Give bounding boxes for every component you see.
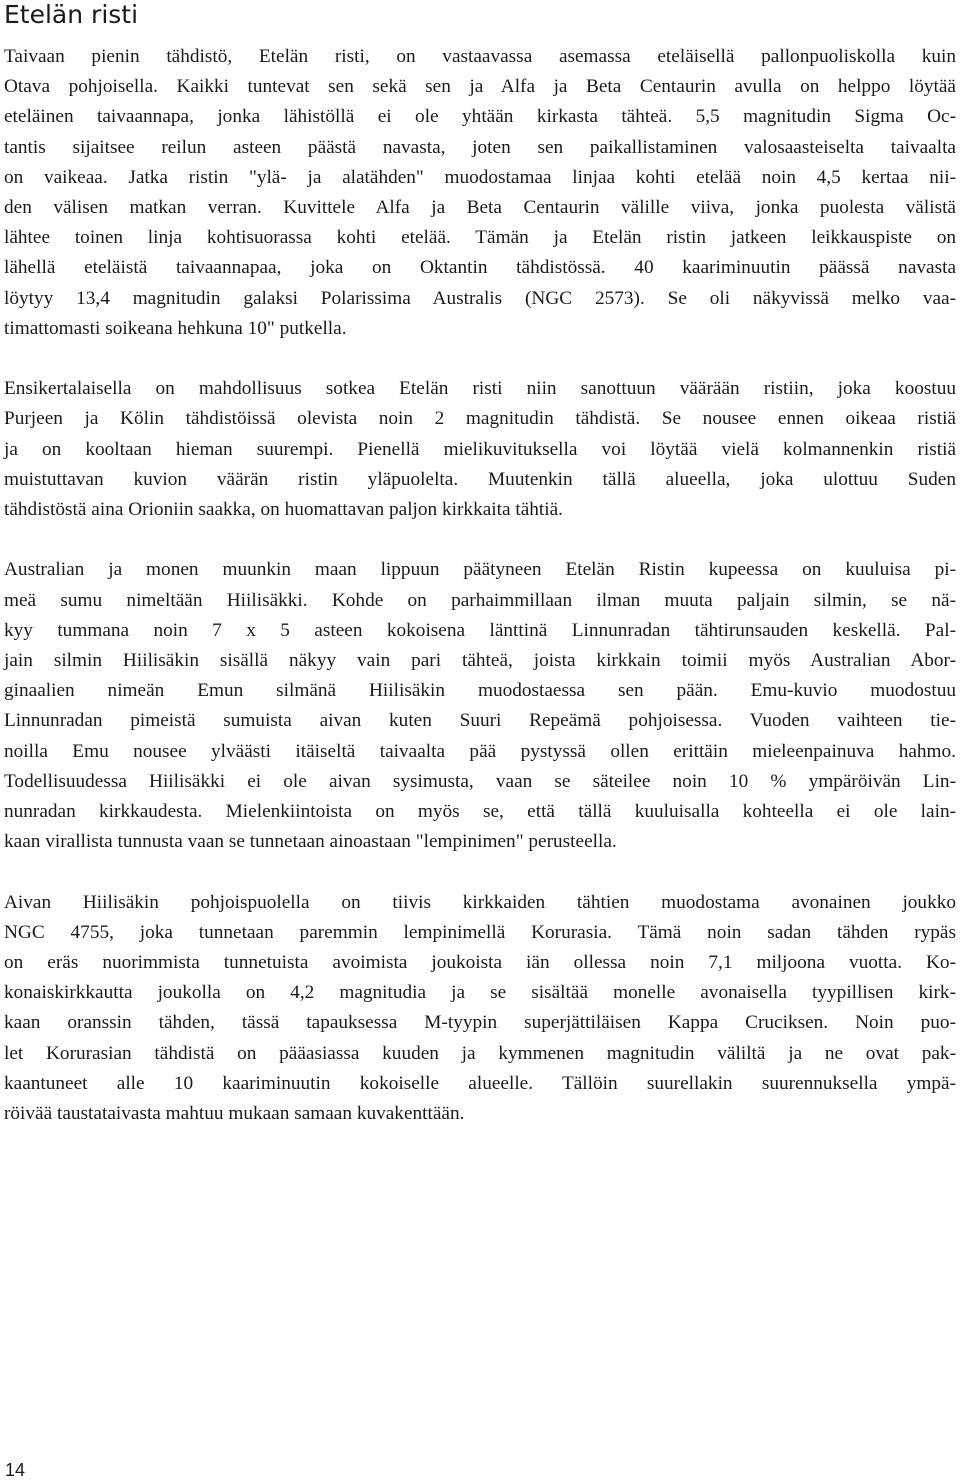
text-line: lähtee toinen linja kohtisuorassa kohti etelää. Tämän ja Etelän ristin jatkeen leikkauspiste on	[4, 227, 956, 249]
body-text	[4, 42, 956, 1159]
text-line: Ensikertalaisella on mahdollisuus sotkea Etelän risti niin sanottuun väärään ristiin, joka koostuu	[4, 378, 956, 400]
text-line: jain silmin Hiilisäkin sisällä näkyy vain pari tähteä, joista kirkkain toimii myös Australian Abor-	[4, 650, 956, 672]
text-line: let Korurasian tähdistä on pääasiassa kuuden ja kymmenen magnitudin väliltä ja ne ovat pak-	[4, 1042, 956, 1064]
text-line: muistuttavan kuvion väärän ristin yläpuolelta. Muutenkin tällä alueella, joka ulottuu Suden	[4, 468, 956, 490]
text-line: den välisen matkan verran. Kuvittele Alfa ja Beta Centaurin välille viiva, jonka puolesta välistä	[4, 197, 956, 219]
text-line: on eräs nuorimmista tunnetuista avoimista joukoista iän ollessa noin 7,1 miljoona vuotta. Ko-	[4, 952, 956, 974]
section-heading: Etelän risti	[4, 0, 139, 29]
text-line: eteläinen taivaannapa, jonka lähistöllä ei ole yhtään kirkasta tähteä. 5,5 magnitudin Sigma Oc-	[4, 106, 956, 128]
page-number: 14	[5, 1460, 26, 1480]
paragraph-2	[4, 374, 956, 525]
text-line: Linnunradan pimeistä sumuista aivan kuten Suuri Repeämä pohjoisessa. Vuoden vaihteen tie-	[4, 710, 956, 732]
text-line: Otava pohjoisella. Kaikki tuntevat sen sekä sen ja Alfa ja Beta Centaurin avulla on helppo löytää	[4, 76, 956, 98]
paragraph-1	[4, 42, 956, 344]
text-line: löytyy 13,4 magnitudin galaksi Polarissima Australis (NGC 2573). Se oli näkyvissä melko vaa-	[4, 287, 956, 309]
text-line: ja on kooltaan hieman suurempi. Pienellä mielikuvituksella voi löytää vielä kolmannenkin ristiä	[4, 438, 956, 460]
text-line: Australian ja monen muunkin maan lippuun päätyneen Etelän Ristin kupeessa on kuuluisa pi-	[4, 559, 956, 581]
text-line: nunradan kirkkaudesta. Mielenkiintoista on myös se, että tällä kuuluisalla kohteella ei ole lain-	[4, 801, 956, 823]
text-line: tähdistöstä aina Orioniin saakka, on huomattavan paljon kirkkaita tähtiä.	[4, 499, 564, 521]
text-line: NGC 4755, joka tunnetaan paremmin lempinimellä Korurasia. Tämä noin sadan tähden rypäs	[4, 921, 956, 943]
text-line: lähellä eteläistä taivaannapaa, joka on Oktantin tähdistössä. 40 kaariminuutin päässä navasta	[4, 257, 956, 279]
text-line: kaan virallista tunnusta vaan se tunnetaan ainoastaan "lempinimen" perusteella.	[4, 831, 617, 853]
paragraph-4	[4, 888, 956, 1130]
text-line: Taivaan pienin tähdistö, Etelän risti, on vastaavassa asemassa eteläisellä pallonpuoliskolla kuin	[4, 46, 956, 67]
text-line: kyy tummana noin 7 x 5 asteen kokoisena länttinä Linnunradan tähtirunsauden keskellä. Pal-	[4, 619, 956, 641]
text-line: ginaalien nimeän Emun silmänä Hiilisäkin muodostaessa sen pään. Emu-kuvio muodostuu	[4, 680, 956, 702]
text-line: Todellisuudessa Hiilisäkki ei ole aivan sysimusta, vaan se säteilee noin 10 % ympäröivän Lin-	[4, 770, 956, 792]
text-line: kaantuneet alle 10 kaariminuutin kokoiselle alueelle. Tällöin suurellakin suurennuksella ympä-	[4, 1072, 956, 1094]
text-line: timattomasti soikeana hehkuna 10" putkella.	[4, 317, 347, 339]
text-line: röivää taustataivasta mahtuu mukaan samaan kuvakenttään.	[4, 1103, 465, 1125]
paragraph-3	[4, 555, 956, 857]
text-line: on vaikeaa. Jatka ristin "ylä- ja alatähden" muodostamaa linjaa kohti etelää noin 4,5 kertaa nii-	[4, 166, 956, 188]
text-line: Aivan Hiilisäkin pohjoispuolella on tiivis kirkkaiden tähtien muodostama avonainen joukko	[4, 891, 956, 913]
text-line: Purjeen ja Kölin tähdistöissä olevista noin 2 magnitudin tähdistä. Se nousee ennen oikeaa ristiä	[4, 408, 956, 430]
text-line: tantis sijaitsee reilun asteen päästä navasta, joten sen paikallistaminen valosaasteiselta taivaalta	[4, 136, 956, 158]
text-line: noilla Emu nousee ylväästi itäiseltä taivaalta pää pystyssä ollen erittäin mieleenpainuva hahmo.	[4, 740, 956, 762]
text-line: kaan oranssin tähden, tässä tapauksessa M-tyypin superjättiläisen Kappa Cruciksen. Noin puo-	[4, 1012, 956, 1034]
text-line: meä sumu nimeltään Hiilisäkki. Kohde on parhaimmillaan ilman muuta paljain silmin, se nä-	[4, 589, 956, 611]
text-line: konaiskirkkautta joukolla on 4,2 magnitudia ja se sisältää monelle avonaisella tyypillisen kirk-	[4, 982, 956, 1004]
